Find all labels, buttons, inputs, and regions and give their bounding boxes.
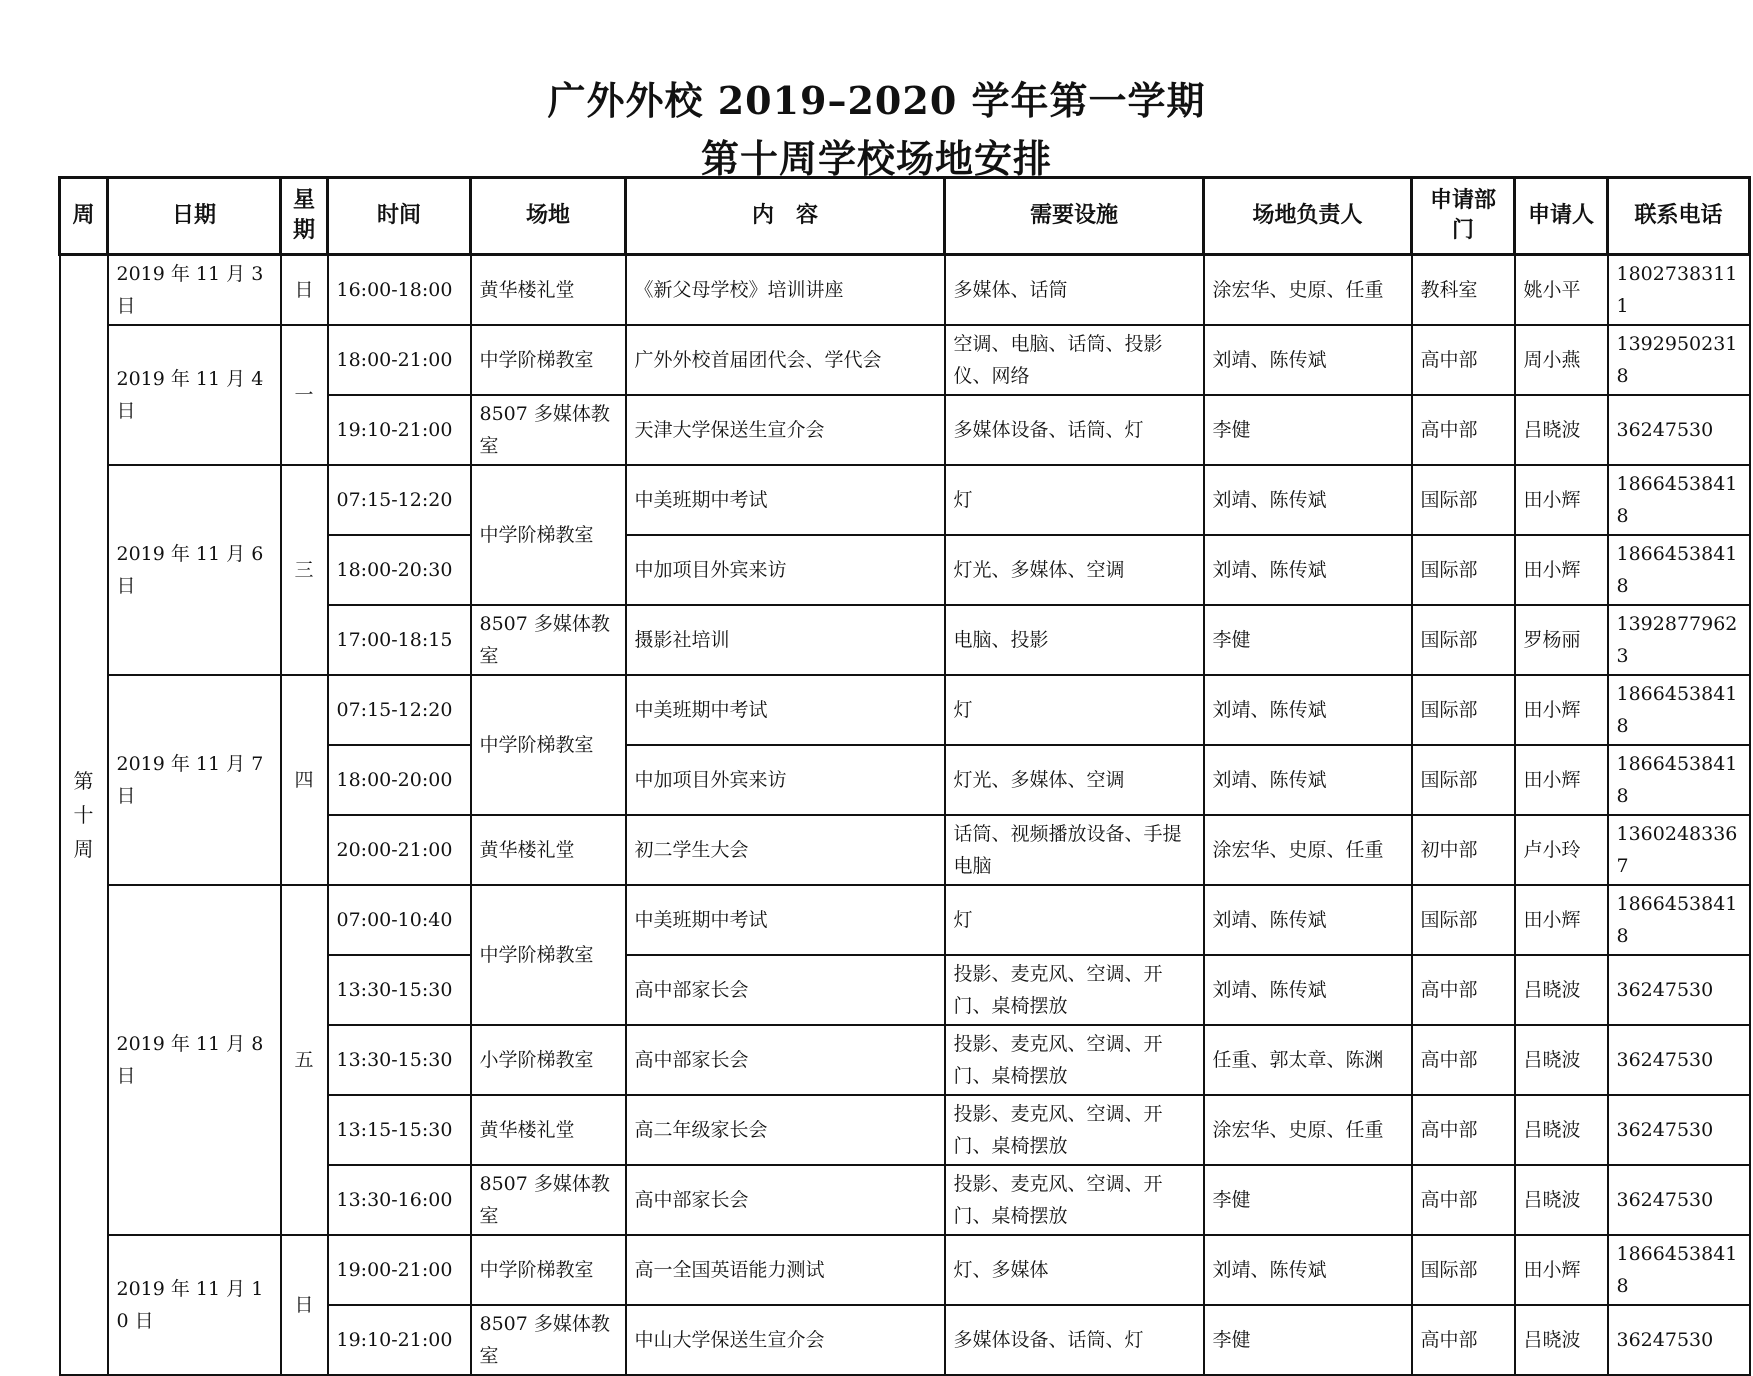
time-cell: 13:30-15:30 [328,1025,471,1095]
header-weekday: 星期 [281,178,328,255]
table-row [60,325,1750,395]
venue-cell: 8507 多媒体教室 [471,1305,626,1375]
manager-cell: 刘靖、陈传斌 [1204,1235,1412,1305]
venue-cell: 黄华楼礼堂 [471,815,626,885]
header-row [60,178,1750,255]
phone-cell: 13602483367 [1608,815,1750,885]
manager-cell: 刘靖、陈传斌 [1204,535,1412,605]
venue-cell: 小学阶梯教室 [471,1025,626,1095]
table-row [60,1235,1750,1305]
content-cell: 高一全国英语能力测试 [626,1235,945,1305]
manager-cell: 李健 [1204,1165,1412,1235]
dept-cell: 国际部 [1412,885,1515,955]
applicant-cell: 田小辉 [1515,465,1608,535]
venue-cell: 中学阶梯教室 [471,325,626,395]
phone-cell: 13928779623 [1608,605,1750,675]
time-cell: 18:00-20:30 [328,535,471,605]
dept-cell: 国际部 [1412,675,1515,745]
phone-cell: 18664538418 [1608,1235,1750,1305]
phone-cell: 18027383111 [1608,255,1750,326]
applicant-cell: 周小燕 [1515,325,1608,395]
content-cell: 广外外校首届团代会、学代会 [626,325,945,395]
dept-cell: 教科室 [1412,255,1515,326]
phone-cell: 36247530 [1608,1305,1750,1375]
page-title-line2: 第十周学校场地安排 [700,136,1052,181]
venue-cell: 中学阶梯教室 [471,1235,626,1305]
manager-cell: 涂宏华、史原、任重 [1204,255,1412,326]
facilities-cell: 投影、麦克风、空调、开门、桌椅摆放 [945,1095,1204,1165]
content-cell: 中加项目外宾来访 [626,745,945,815]
venue-cell: 黄华楼礼堂 [471,1095,626,1165]
time-cell: 16:00-18:00 [328,255,471,326]
header-facilities: 需要设施 [945,178,1204,255]
facilities-cell: 多媒体、话筒 [945,255,1204,326]
date-cell: 2019 年 11 月 10 日 [108,1235,281,1375]
phone-cell: 36247530 [1608,1165,1750,1235]
facilities-cell: 灯、多媒体 [945,1235,1204,1305]
time-cell: 19:10-21:00 [328,395,471,465]
content-cell: 高中部家长会 [626,955,945,1025]
dept-cell: 高中部 [1412,1305,1515,1375]
content-cell: 高中部家长会 [626,1025,945,1095]
venue-cell: 中学阶梯教室 [471,465,626,605]
phone-cell: 36247530 [1608,1095,1750,1165]
facilities-cell: 灯光、多媒体、空调 [945,535,1204,605]
manager-cell: 刘靖、陈传斌 [1204,745,1412,815]
table-row [60,255,1750,326]
phone-cell: 36247530 [1608,1025,1750,1095]
content-cell: 摄影社培训 [626,605,945,675]
venue-cell: 8507 多媒体教室 [471,605,626,675]
content-cell: 中美班期中考试 [626,675,945,745]
facilities-cell: 电脑、投影 [945,605,1204,675]
manager-cell: 刘靖、陈传斌 [1204,675,1412,745]
date-cell: 2019 年 11 月 4 日 [108,325,281,465]
date-cell: 2019 年 11 月 6 日 [108,465,281,675]
dept-cell: 高中部 [1412,395,1515,465]
manager-cell: 刘靖、陈传斌 [1204,885,1412,955]
facilities-cell: 投影、麦克风、空调、开门、桌椅摆放 [945,1025,1204,1095]
phone-cell: 13929502318 [1608,325,1750,395]
applicant-cell: 田小辉 [1515,535,1608,605]
facilities-cell: 多媒体设备、话筒、灯 [945,395,1204,465]
applicant-cell: 吕晓波 [1515,1095,1608,1165]
content-cell: 天津大学保送生宣介会 [626,395,945,465]
applicant-cell: 卢小玲 [1515,815,1608,885]
manager-cell: 涂宏华、史原、任重 [1204,1095,1412,1165]
venue-cell: 8507 多媒体教室 [471,395,626,465]
content-cell: 高二年级家长会 [626,1095,945,1165]
facilities-cell: 话筒、视频播放设备、手提电脑 [945,815,1204,885]
content-cell: 中加项目外宾来访 [626,535,945,605]
dept-cell: 国际部 [1412,745,1515,815]
header-week: 周 [60,178,108,255]
venue-cell: 8507 多媒体教室 [471,1165,626,1235]
applicant-cell: 田小辉 [1515,1235,1608,1305]
phone-cell: 18664538418 [1608,745,1750,815]
venue-cell: 中学阶梯教室 [471,675,626,815]
header-manager: 场地负责人 [1204,178,1412,255]
page-title-line1: 广外外校 2019–2020 学年第一学期 [547,78,1206,123]
weekday-cell: 四 [281,675,328,885]
dept-cell: 国际部 [1412,465,1515,535]
content-cell: 高中部家长会 [626,1165,945,1235]
facilities-cell: 灯 [945,675,1204,745]
phone-cell: 36247530 [1608,395,1750,465]
manager-cell: 刘靖、陈传斌 [1204,955,1412,1025]
table-row [60,465,1750,535]
date-cell: 2019 年 11 月 3 日 [108,255,281,326]
venue-cell: 中学阶梯教室 [471,885,626,1025]
weekday-cell: 一 [281,325,328,465]
applicant-cell: 田小辉 [1515,745,1608,815]
content-cell: 中山大学保送生宣介会 [626,1305,945,1375]
header-date: 日期 [108,178,281,255]
table-row [60,885,1750,955]
time-cell: 19:10-21:00 [328,1305,471,1375]
phone-cell: 18664538418 [1608,465,1750,535]
manager-cell: 刘靖、陈传斌 [1204,325,1412,395]
content-cell: 初二学生大会 [626,815,945,885]
time-cell: 18:00-21:00 [328,325,471,395]
time-cell: 13:30-15:30 [328,955,471,1025]
time-cell: 07:00-10:40 [328,885,471,955]
venue-cell: 黄华楼礼堂 [471,255,626,326]
applicant-cell: 田小辉 [1515,675,1608,745]
date-cell: 2019 年 11 月 7 日 [108,675,281,885]
applicant-cell: 罗杨丽 [1515,605,1608,675]
manager-cell: 任重、郭太章、陈渊 [1204,1025,1412,1095]
facilities-cell: 灯 [945,885,1204,955]
facilities-cell: 投影、麦克风、空调、开门、桌椅摆放 [945,955,1204,1025]
manager-cell: 李健 [1204,1305,1412,1375]
applicant-cell: 吕晓波 [1515,1165,1608,1235]
facilities-cell: 灯 [945,465,1204,535]
manager-cell: 李健 [1204,605,1412,675]
time-cell: 07:15-12:20 [328,675,471,745]
weekday-cell: 五 [281,885,328,1235]
applicant-cell: 吕晓波 [1515,1305,1608,1375]
dept-cell: 高中部 [1412,955,1515,1025]
facilities-cell: 空调、电脑、话筒、投影仪、网络 [945,325,1204,395]
dept-cell: 国际部 [1412,1235,1515,1305]
dept-cell: 国际部 [1412,605,1515,675]
facilities-cell: 多媒体设备、话筒、灯 [945,1305,1204,1375]
schedule-table [58,176,1751,1376]
header-dept: 申请部门 [1412,178,1515,255]
dept-cell: 高中部 [1412,1095,1515,1165]
dept-cell: 高中部 [1412,1025,1515,1095]
facilities-cell: 投影、麦克风、空调、开门、桌椅摆放 [945,1165,1204,1235]
content-cell: 《新父母学校》培训讲座 [626,255,945,326]
time-cell: 17:00-18:15 [328,605,471,675]
applicant-cell: 吕晓波 [1515,955,1608,1025]
manager-cell: 刘靖、陈传斌 [1204,465,1412,535]
week-cell: 第十周 [60,255,108,1376]
manager-cell: 涂宏华、史原、任重 [1204,815,1412,885]
weekday-cell: 日 [281,255,328,326]
header-venue: 场地 [471,178,626,255]
phone-cell: 18664538418 [1608,675,1750,745]
time-cell: 13:15-15:30 [328,1095,471,1165]
applicant-cell: 吕晓波 [1515,395,1608,465]
time-cell: 07:15-12:20 [328,465,471,535]
table-row [60,675,1750,745]
applicant-cell: 田小辉 [1515,885,1608,955]
date-cell: 2019 年 11 月 8 日 [108,885,281,1235]
facilities-cell: 灯光、多媒体、空调 [945,745,1204,815]
header-phone: 联系电话 [1608,178,1750,255]
header-applicant: 申请人 [1515,178,1608,255]
weekday-cell: 日 [281,1235,328,1375]
dept-cell: 高中部 [1412,1165,1515,1235]
content-cell: 中美班期中考试 [626,885,945,955]
time-cell: 13:30-16:00 [328,1165,471,1235]
time-cell: 19:00-21:00 [328,1235,471,1305]
dept-cell: 初中部 [1412,815,1515,885]
header-time: 时间 [328,178,471,255]
phone-cell: 36247530 [1608,955,1750,1025]
manager-cell: 李健 [1204,395,1412,465]
dept-cell: 国际部 [1412,535,1515,605]
time-cell: 18:00-20:00 [328,745,471,815]
applicant-cell: 吕晓波 [1515,1025,1608,1095]
time-cell: 20:00-21:00 [328,815,471,885]
header-content: 内 容 [626,178,945,255]
applicant-cell: 姚小平 [1515,255,1608,326]
dept-cell: 高中部 [1412,325,1515,395]
content-cell: 中美班期中考试 [626,465,945,535]
phone-cell: 18664538418 [1608,885,1750,955]
phone-cell: 18664538418 [1608,535,1750,605]
weekday-cell: 三 [281,465,328,675]
